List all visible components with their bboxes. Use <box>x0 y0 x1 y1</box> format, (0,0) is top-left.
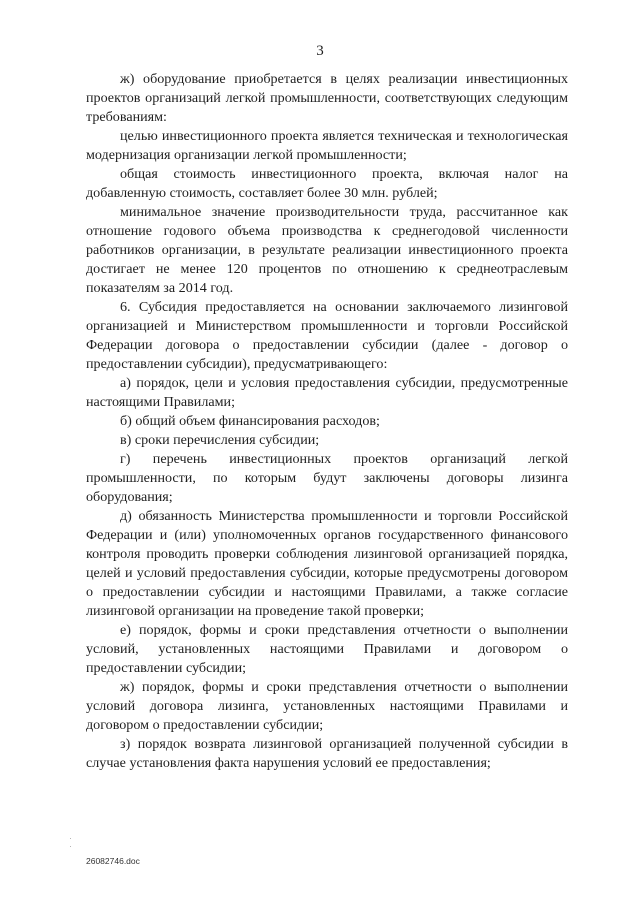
paragraph-section-6: 6. Субсидия предоставляется на основании заключаемого лизинговой организацией и Министерством промышленности и торговли Российской Федерации договора о предоставлении субсидии (далее - договор о предоставлении субсидии), предусматривающего: <box>86 299 568 372</box>
paragraph-item-zh-lease: ж) порядок, формы и сроки представления отчетности о выполнении условий договора лизинга, установленных настоящими Правилами и договором о предоставлении субсидии; <box>86 679 568 733</box>
footer-filename: 26082746.doc <box>86 856 140 866</box>
paragraph-project-goal: целью инвестиционного проекта является техническая и технологическая модернизация организации легкой промышленности; <box>86 128 568 163</box>
paragraph-item-a: а) порядок, цели и условия предоставления субсидии, предусмотренные настоящими Правилами; <box>86 375 568 410</box>
paragraph-project-cost: общая стоимость инвестиционного проекта, включая налог на добавленную стоимость, составляет более 30 млн. рублей; <box>86 166 568 201</box>
page-number: 3 <box>316 43 324 59</box>
document-body <box>86 70 568 773</box>
scan-margin-dot <box>70 846 71 847</box>
paragraph-item-d: д) обязанность Министерства промышленности и торговли Российской Федерации и (или) уполномоченных органов государственного финансового контроля проводить проверки соблюдения лизинговой организацией порядка, целей и условий предоставления субсидии, которые предусмотрены договором о предоставлении субсидии и настоящими Правилами, а также согласие лизинговой организации на проведение такой проверки; <box>86 508 568 619</box>
paragraph-item-zh-equipment: ж) оборудование приобретается в целях реализации инвестиционных проектов организаций легкой промышленности, соответствующих следующим требованиям: <box>86 71 568 125</box>
paragraph-item-b: б) общий объем финансирования расходов; <box>120 413 380 429</box>
paragraph-item-z: з) порядок возврата лизинговой организацией полученной субсидии в случае установления факта нарушения условий ее предоставления; <box>86 736 568 771</box>
paragraph-item-e: е) порядок, формы и сроки представления отчетности о выполнении условий, установленных настоящими Правилами и договором о предоставлении субсидии; <box>86 622 568 676</box>
scan-margin-dot <box>70 838 71 839</box>
paragraph-item-v: в) сроки перечисления субсидии; <box>120 432 320 448</box>
paragraph-labor-productivity: минимальное значение производительности труда, рассчитанное как отношение годового объема производства к среднегодовой численности работников организации, в результате реализации инвестиционного проекта достигает не менее 120 процентов по отношению к среднеотраслевым показателям за 2014 год. <box>86 204 568 296</box>
paragraph-item-g: г) перечень инвестиционных проектов организаций легкой промышленности, по которым будут заключены договоры лизинга оборудования; <box>86 451 568 505</box>
